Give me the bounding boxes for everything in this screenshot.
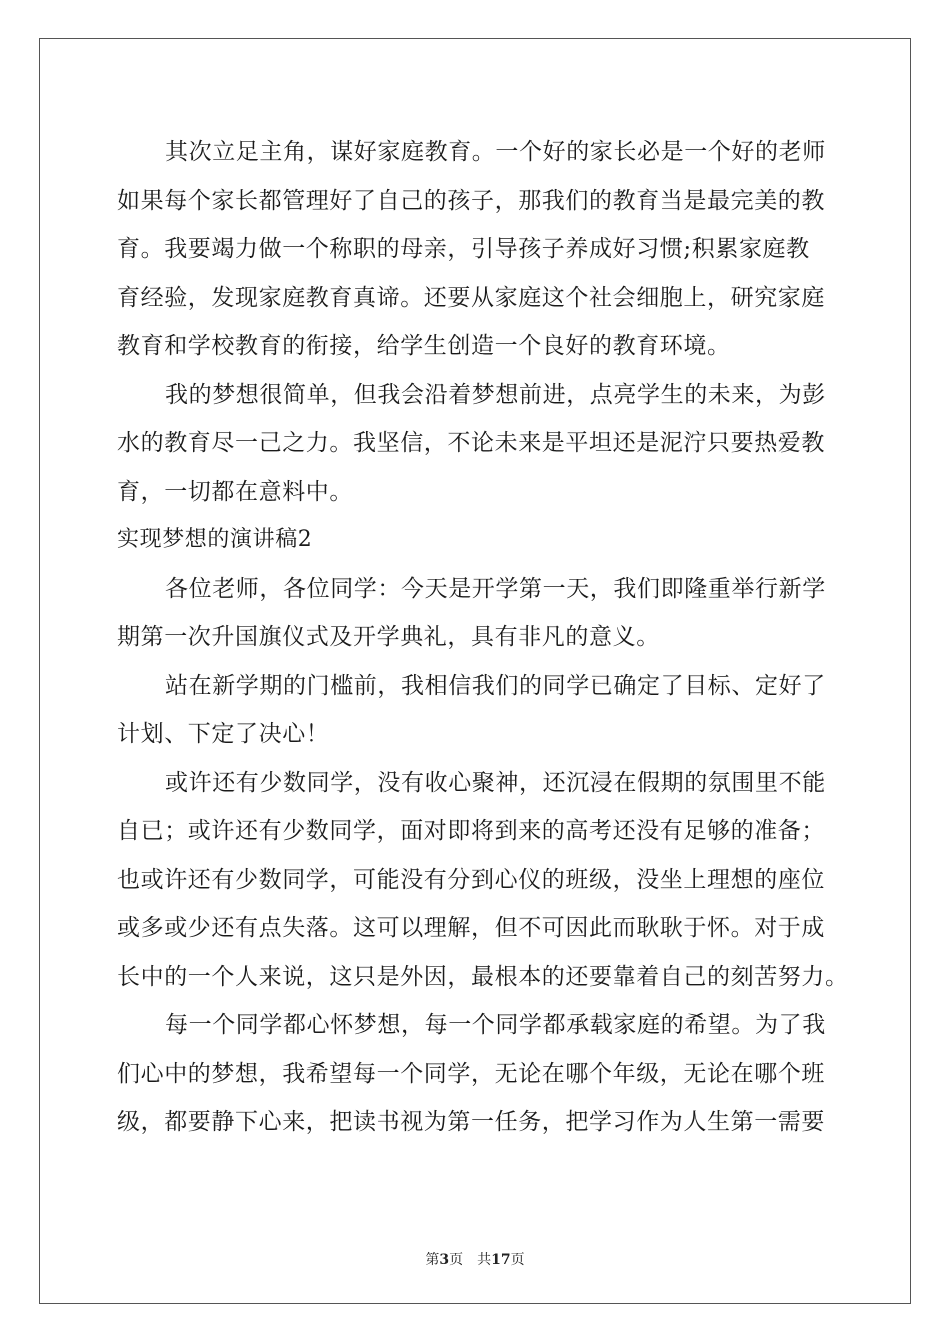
section-heading: 实现梦想的演讲稿2	[117, 527, 313, 552]
document-body	[117, 128, 849, 1147]
paragraph-line: 水的教育尽一己之力。我坚信，不论未来是平坦还是泥泞只要热爱教	[117, 430, 825, 456]
paragraph-line: 也或许还有少数同学，可能没有分到心仪的班级，没坐上理想的座位	[117, 866, 825, 893]
paragraph-line: 育。我要竭力做一个称职的母亲，引导孩子养成好习惯;积累家庭教	[117, 236, 810, 262]
paragraph-line: 计划、下定了决心！	[117, 721, 330, 747]
paragraph-line: 或许还有少数同学，没有收心聚神，还沉浸在假期的氛围里不能	[165, 769, 826, 796]
paragraph-line: 或多或少还有点失落。这可以理解，但不可因此而耿耿于怀。对于成	[117, 915, 825, 941]
paragraph-line: 各位老师，各位同学：今天是开学第一天，我们即隆重举行新学	[165, 575, 826, 602]
paragraph-line: 站在新学期的门槛前，我相信我们的同学已确定了目标、定好了	[165, 672, 826, 699]
paragraph-line: 如果每个家长都管理好了自己的孩子，那我们的教育当是最完美的教	[117, 187, 825, 214]
paragraph-line: 级，都要静下心来，把读书视为第一任务，把学习作为人生第一需要	[117, 1109, 825, 1135]
paragraph-line: 期第一次升国旗仪式及开学典礼，具有非凡的意义。	[117, 624, 660, 650]
page-footer	[0, 1249, 950, 1269]
paragraph-line: 育经验，发现家庭教育真谛。还要从家庭这个社会细胞上，研究家庭	[117, 284, 825, 311]
paragraph-line: 长中的一个人来说，这只是外因，最根本的还要靠着自己的刻苦努力。	[117, 963, 849, 990]
page-number: 第3页	[425, 1252, 464, 1268]
paragraph-line: 其次立足主角，谋好家庭教育。一个好的家长必是一个好的老师	[165, 139, 826, 165]
paragraph-line: 每一个同学都心怀梦想，每一个同学都承载家庭的希望。为了我	[165, 1012, 826, 1038]
paragraph-line: 们心中的梦想，我希望每一个同学，无论在哪个年级，无论在哪个班	[117, 1060, 825, 1087]
paragraph-line: 教育和学校教育的衔接，给学生创造一个良好的教育环境。	[117, 333, 731, 359]
paragraph-line: 自已；或许还有少数同学，面对即将到来的高考还没有足够的准备；	[117, 818, 825, 844]
total-pages: 共17页	[477, 1252, 525, 1268]
paragraph-line: 我的梦想很简单，但我会沿着梦想前进，点亮学生的未来，为彭	[165, 381, 826, 408]
paragraph-line: 育，一切都在意料中。	[117, 478, 353, 505]
